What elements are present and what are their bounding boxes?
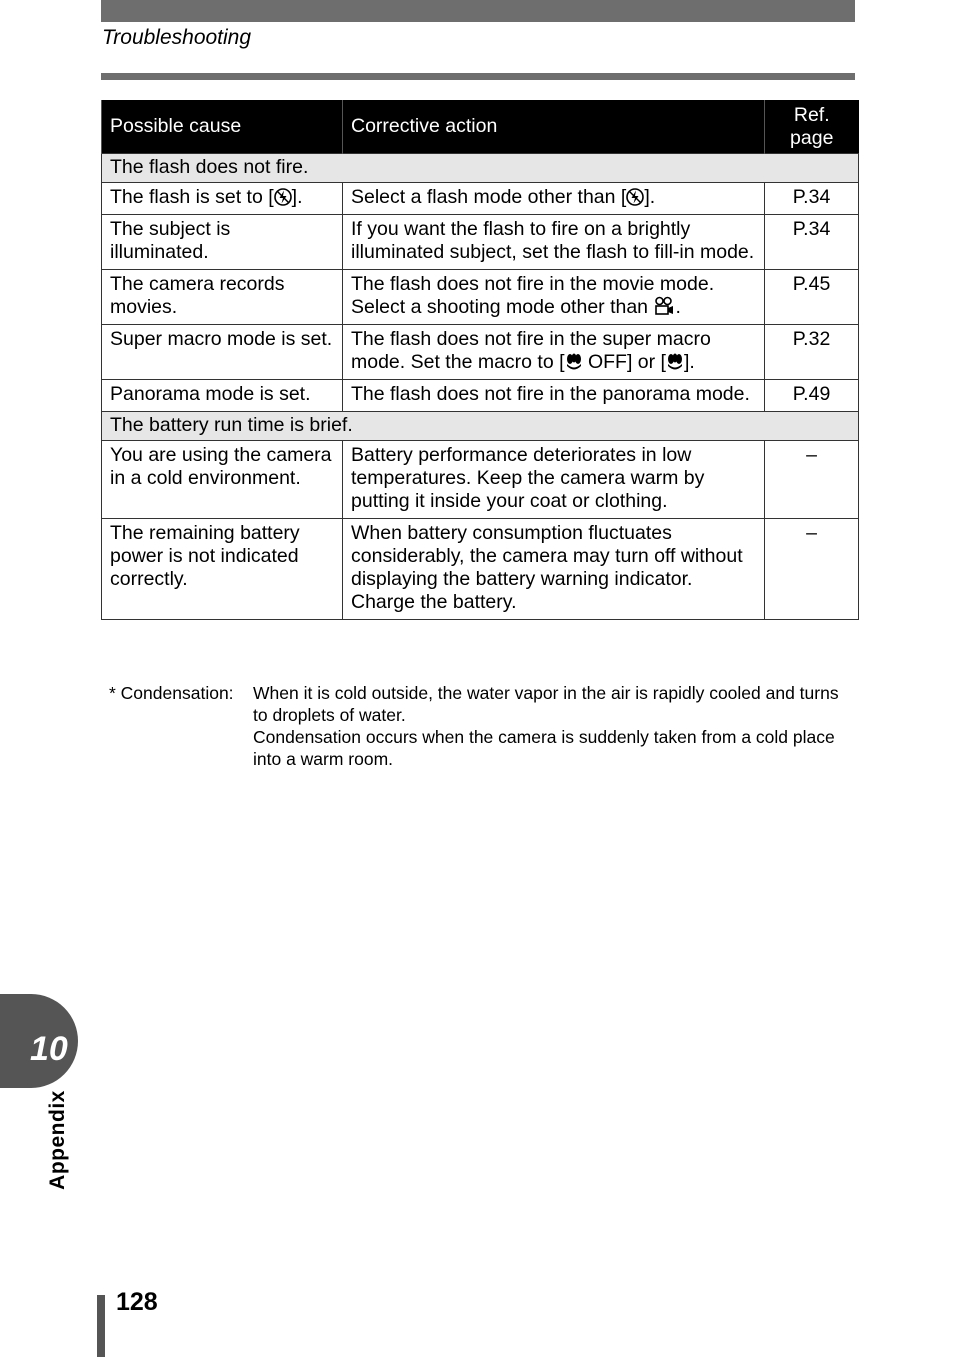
- table-row: [102, 270, 859, 325]
- top-bar: [101, 0, 855, 22]
- cause-cell: The remaining battery power is not indicated correctly.: [102, 519, 343, 620]
- action-cell: Select a flash mode other than [ ].: [343, 183, 765, 215]
- section-title: Troubleshooting: [102, 26, 252, 49]
- footnote-line: When it is cold outside, the water vapor in the air is rapidly cooled and turns to droplets of water.: [253, 683, 839, 725]
- table-row: [102, 183, 859, 215]
- table-header-row: [102, 100, 859, 154]
- footnote-label: * Condensation:: [109, 683, 234, 703]
- table-row: [102, 215, 859, 270]
- page-number-bar: [97, 1295, 105, 1357]
- action-cell: When battery consumption fluctuates considerably, the camera may turn off without displaying the battery warning indicator. Charge the battery.: [343, 519, 765, 620]
- cause-cell: Super macro mode is set.: [102, 325, 343, 380]
- page-number: 128: [116, 1288, 158, 1316]
- column-header-action: Corrective action: [343, 100, 765, 154]
- ref-cell: P.49: [765, 380, 859, 412]
- troubleshooting-table: [101, 100, 859, 620]
- table-row: [102, 380, 859, 412]
- macro-flower-icon: [666, 353, 684, 371]
- ref-cell: P.34: [765, 215, 859, 270]
- action-cell: The flash does not fire in the movie mode. Select a shooting mode other than .: [343, 270, 765, 325]
- flash-off-icon: [626, 188, 644, 206]
- action-cell: The flash does not fire in the super macro mode. Set the macro to [ OFF] or [ ].: [343, 325, 765, 380]
- footnote-line: Condensation occurs when the camera is suddenly taken from a cold place into a warm room.: [253, 727, 835, 769]
- cause-cell: The camera records movies.: [102, 270, 343, 325]
- chapter-label: Appendix: [46, 1090, 69, 1190]
- column-header-cause: Possible cause: [102, 100, 343, 154]
- table-row: [102, 519, 859, 620]
- cause-cell: You are using the camera in a cold environment.: [102, 441, 343, 519]
- movie-icon: [653, 296, 675, 316]
- group-header-flash: [102, 154, 859, 183]
- ref-cell: –: [765, 519, 859, 620]
- macro-flower-icon: [565, 353, 583, 371]
- group-header-battery: [102, 412, 859, 441]
- ref-cell: –: [765, 441, 859, 519]
- action-cell: Battery performance deteriorates in low temperatures. Keep the camera warm by putting it inside your coat or clothing.: [343, 441, 765, 519]
- header-rule: [101, 73, 855, 80]
- ref-cell: P.34: [765, 183, 859, 215]
- ref-cell: P.32: [765, 325, 859, 380]
- table-row: [102, 325, 859, 380]
- group-title: The battery run time is brief.: [102, 412, 859, 441]
- chapter-number: 10: [30, 1030, 68, 1068]
- table-row: [102, 441, 859, 519]
- action-cell: The flash does not fire in the panorama mode.: [343, 380, 765, 412]
- group-title: The flash does not fire.: [102, 154, 859, 183]
- cause-cell: Panorama mode is set.: [102, 380, 343, 412]
- footnote-body: [253, 682, 853, 770]
- column-header-ref: Ref. page: [765, 100, 859, 154]
- ref-cell: P.45: [765, 270, 859, 325]
- action-cell: If you want the flash to fire on a brightly illuminated subject, set the flash to fill-in mode.: [343, 215, 765, 270]
- cause-cell: The flash is set to [ ].: [102, 183, 343, 215]
- cause-cell: The subject is illuminated.: [102, 215, 343, 270]
- flash-off-icon: [274, 188, 292, 206]
